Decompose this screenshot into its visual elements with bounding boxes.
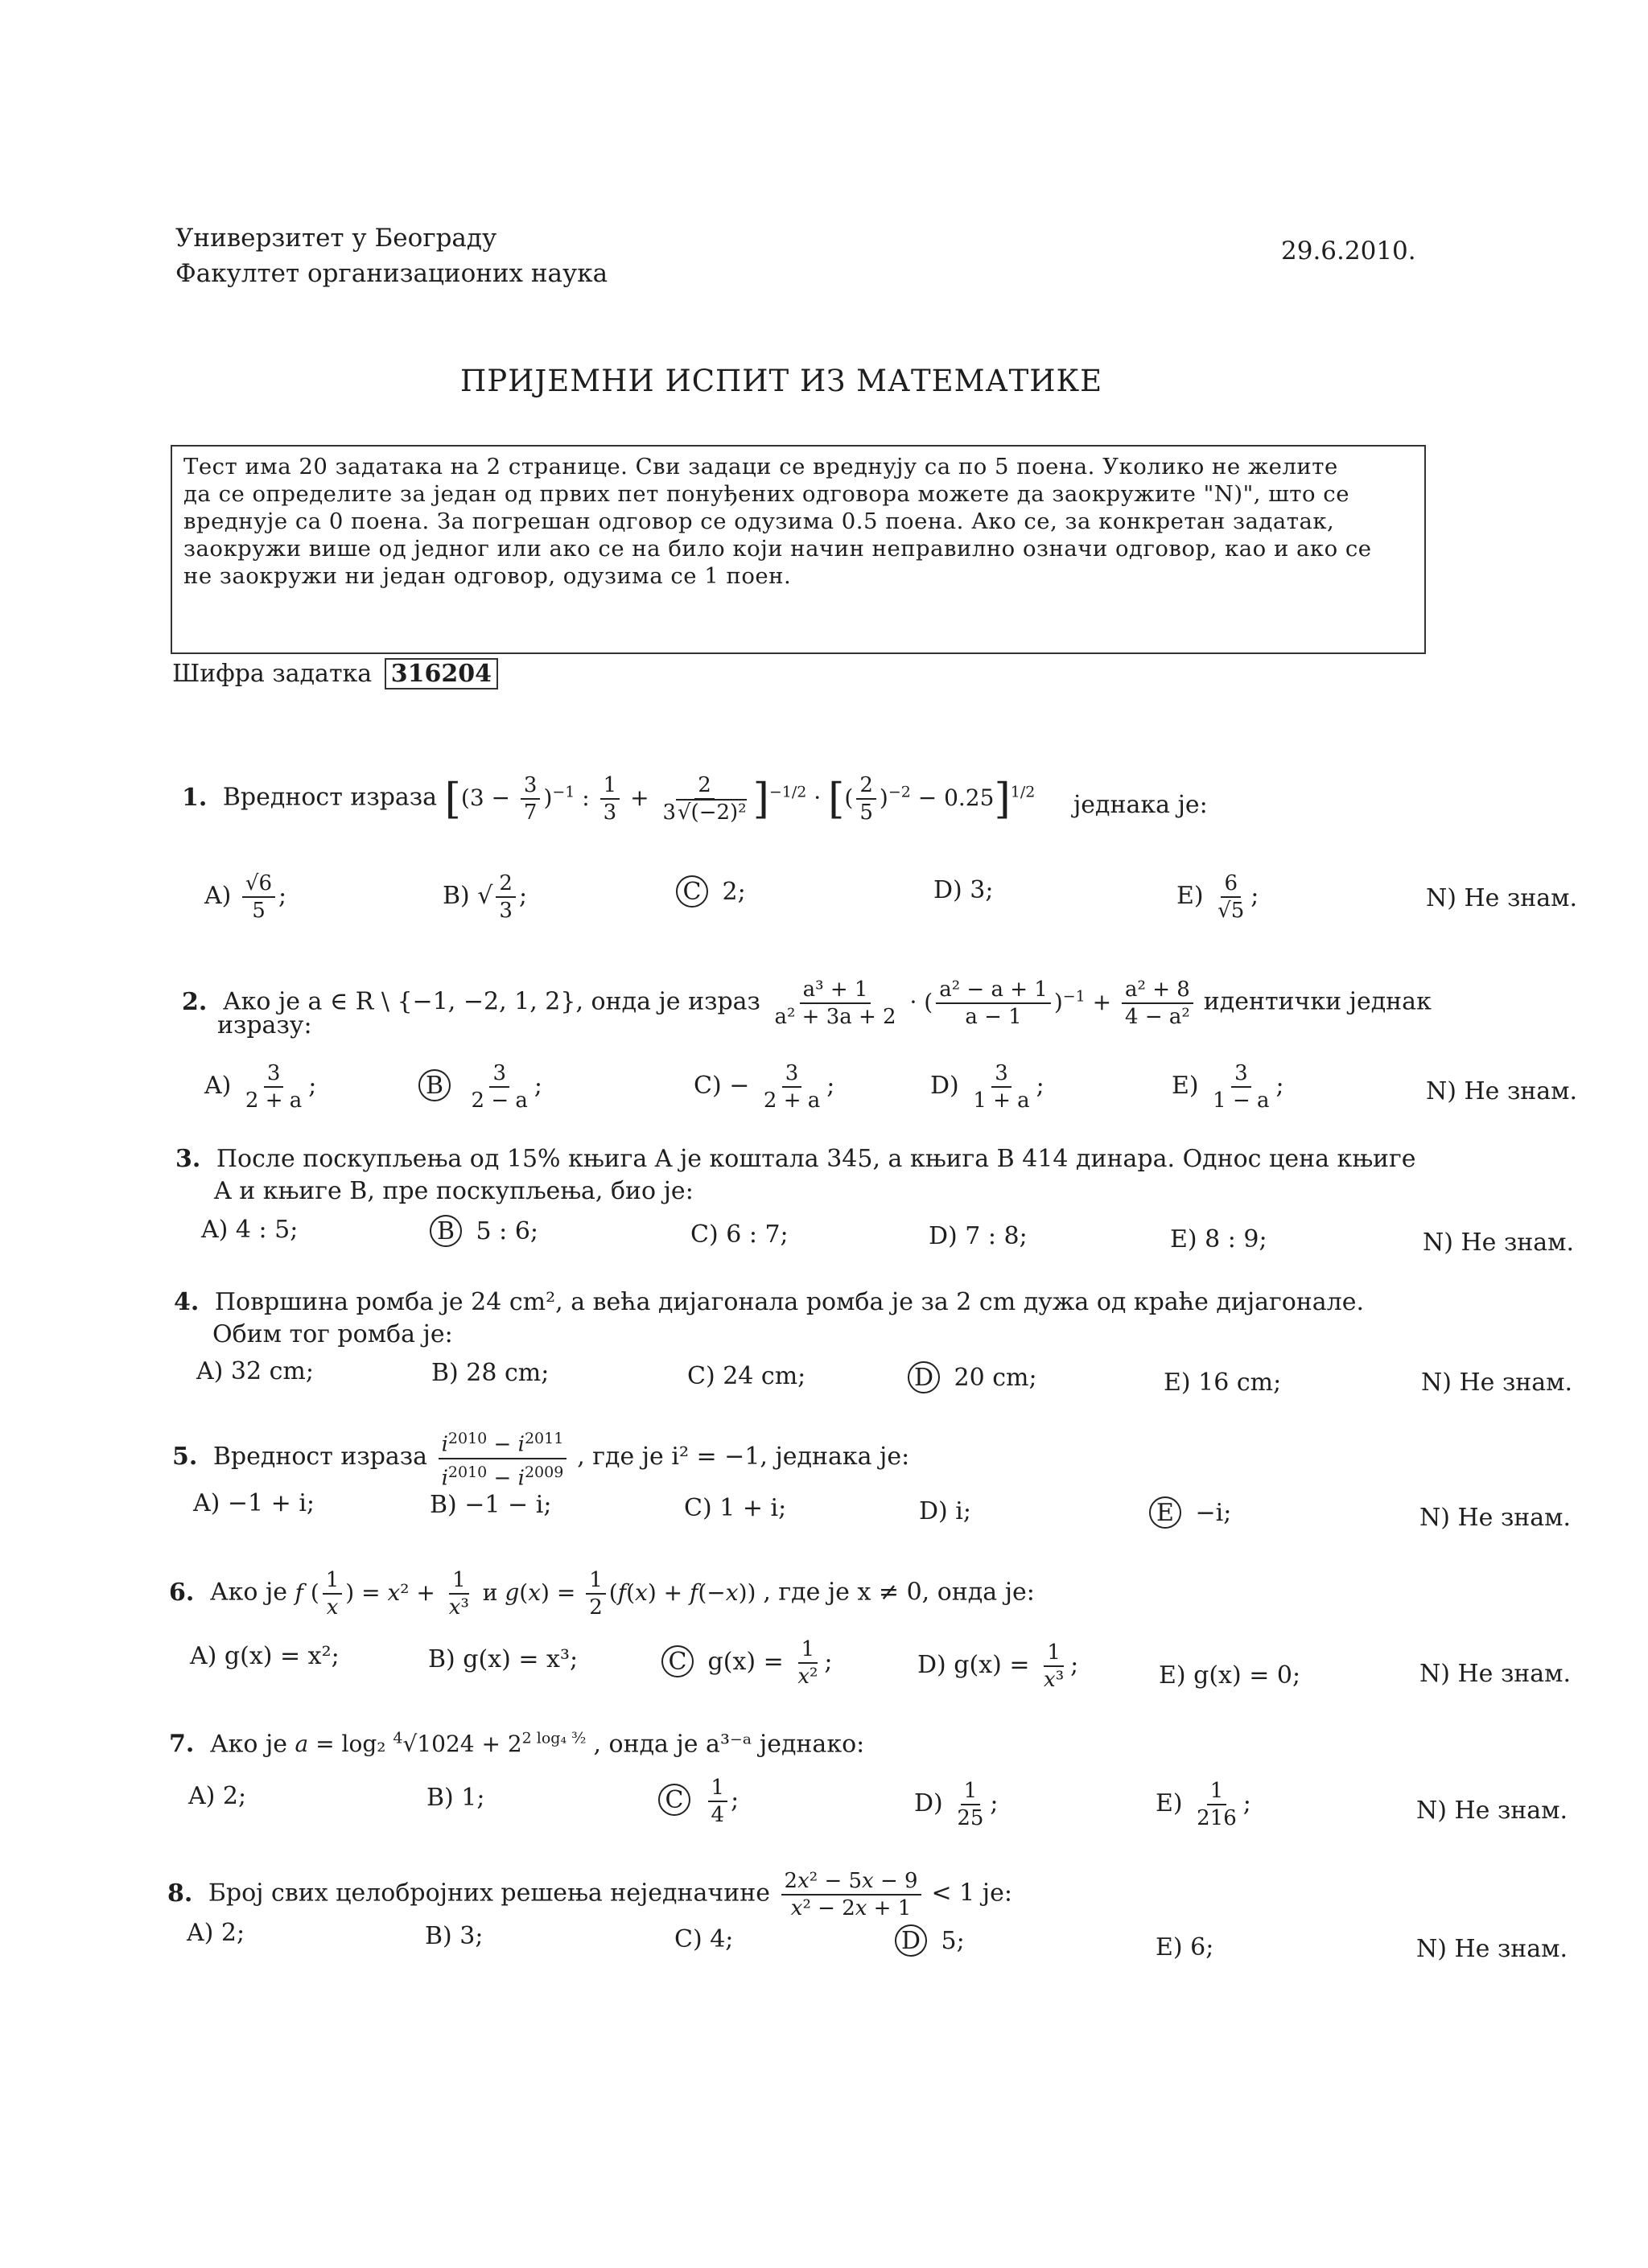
- answer-circle: C: [658, 1784, 690, 1816]
- question-text: идентички једнак: [1203, 987, 1432, 1016]
- option-e[interactable]: E) 16 cm;: [1164, 1369, 1282, 1397]
- question-text: A и књиге B, пре поскупљења, био је:: [214, 1177, 694, 1205]
- question-text: Ако је: [209, 1578, 287, 1607]
- option-e[interactable]: E) $\frac{6}{√5}$ ;: [1176, 871, 1259, 923]
- faculty-name: Факултет организационих наука: [175, 259, 608, 288]
- question-2: [182, 977, 1432, 1030]
- instructions-box: [171, 445, 1426, 654]
- option-n[interactable]: N) Не знам.: [1419, 1660, 1572, 1688]
- question-8: [167, 1868, 1012, 1921]
- question-number: 6.: [169, 1578, 195, 1607]
- answer-circle: D: [908, 1361, 940, 1393]
- question-number: 2.: [182, 987, 208, 1016]
- option-a[interactable]: A) 2;: [187, 1919, 245, 1947]
- option-d[interactable]: D) $\frac{1}{25}$ ;: [914, 1779, 999, 1830]
- question-text: Вредност израза: [222, 783, 438, 812]
- answer-circle: C: [661, 1645, 694, 1677]
- option-a[interactable]: A) 2;: [188, 1782, 247, 1810]
- option-n[interactable]: N) Не знам.: [1416, 1935, 1568, 1963]
- page-title: ПРИЈЕМНИ ИСПИТ ИЗ МАТЕМАТИКЕ: [460, 364, 1103, 398]
- question-number: 3.: [175, 1145, 201, 1173]
- option-c[interactable]: C) 24 cm;: [687, 1362, 806, 1390]
- question-4: [174, 1287, 1364, 1318]
- question-number: 5.: [172, 1443, 198, 1472]
- option-e[interactable]: E) $\frac{3}{1 - a}$ ;: [1172, 1061, 1284, 1113]
- question-text: изразу:: [217, 1011, 312, 1039]
- option-b[interactable]: B 5 : 6;: [430, 1215, 538, 1247]
- option-n[interactable]: N) Не знам.: [1426, 884, 1578, 912]
- option-a[interactable]: A) 32 cm;: [196, 1357, 314, 1385]
- option-d[interactable]: D) 3;: [933, 876, 994, 904]
- option-n[interactable]: N) Не знам.: [1416, 1797, 1568, 1825]
- option-e[interactable]: E) 6;: [1156, 1933, 1214, 1961]
- university-name: Универзитет у Београду: [175, 224, 497, 253]
- instructions-line: Тест има 20 задатака на 2 странице. Сви задаци се вреднују са по 5 поена. Уколико не желите: [183, 454, 1338, 480]
- instructions-line: заокружи више од једног или ако се на било који начин неправилно означи одговор, као и ако се: [183, 536, 1372, 562]
- option-c[interactable]: C g(x) = $\frac{1}{\text{x²}}$ ;: [661, 1636, 833, 1690]
- option-n[interactable]: N) Не знам.: [1421, 1369, 1573, 1397]
- question-text: једнака је:: [1073, 791, 1208, 819]
- option-e[interactable]: E) 8 : 9;: [1170, 1225, 1267, 1253]
- question-text: Вредност израза: [212, 1443, 428, 1472]
- instructions-line: да се определите за један од првих пет понуђених одговора можете да заокружите "N)", што се: [183, 481, 1349, 507]
- option-b[interactable]: B $\frac{3}{2 - a}$ ;: [418, 1060, 542, 1113]
- option-d[interactable]: D) g(x) = $\frac{1}{\text{x³}}$ ;: [917, 1640, 1079, 1692]
- instructions-line: не заокружи ни један одговор, одузима се 1 поен.: [183, 563, 792, 589]
- option-n[interactable]: N) Не знам.: [1419, 1504, 1572, 1532]
- option-b[interactable]: B) 1;: [426, 1784, 485, 1812]
- option-d[interactable]: D) i;: [919, 1497, 971, 1525]
- task-code: [172, 658, 498, 689]
- option-b[interactable]: B) 3;: [425, 1922, 484, 1950]
- question-5: [172, 1426, 909, 1491]
- answer-circle: B: [430, 1215, 462, 1247]
- option-c[interactable]: C) − $\frac{3}{2 + a}$ ;: [694, 1061, 835, 1113]
- option-c[interactable]: C) 4;: [674, 1925, 734, 1953]
- answer-circle: D: [895, 1924, 927, 1957]
- question-text: < 1 је:: [931, 1879, 1012, 1908]
- option-d[interactable]: D) 7 : 8;: [929, 1222, 1028, 1250]
- question-formula: f ( $\frac{1}{x}$ ) = x² + $\frac{1}{\text{x³}}$ и g(x) = $\frac{1}{2}$ (f(x) + f(−x)): [295, 1568, 764, 1620]
- question-number: 1.: [182, 783, 208, 812]
- question-text: , где је x ≠ 0, онда је:: [763, 1578, 1035, 1607]
- option-b[interactable]: B) √ $\frac{2}{3}$ ;: [443, 871, 528, 923]
- question-1: [182, 772, 1035, 825]
- option-e[interactable]: E) g(x) = 0;: [1159, 1661, 1301, 1690]
- option-a[interactable]: A) 4 : 5;: [201, 1216, 299, 1244]
- task-code-label: Шифра задатка: [172, 660, 373, 688]
- question-formula: a = log₂ $^4√1024 + 2^{2 log_4 ^3⁄_2}$: [295, 1730, 587, 1758]
- question-text: , где је i² = −1, једнака је:: [577, 1443, 910, 1472]
- instructions-line: вреднује са 0 поена. За погрешан одговор се одузима 0.5 поена. Ако се, за конкретан задатак,: [183, 508, 1335, 534]
- option-a[interactable]: A) $\frac{3}{2 + a}$ ;: [204, 1061, 317, 1113]
- option-d[interactable]: D 5;: [895, 1924, 965, 1957]
- question-number: 8.: [167, 1879, 193, 1908]
- option-c[interactable]: C) 6 : 7;: [690, 1220, 789, 1249]
- option-e[interactable]: E −i;: [1149, 1496, 1231, 1529]
- question-text: Број свих целобројних решења неједначине: [208, 1879, 770, 1908]
- option-a[interactable]: A) g(x) = x²;: [190, 1642, 340, 1670]
- option-c[interactable]: C 2;: [676, 875, 746, 908]
- option-a[interactable]: A) −1 + i;: [193, 1489, 315, 1517]
- option-c[interactable]: C $\frac{1}{4}$ ;: [658, 1775, 739, 1828]
- question-text: Ако је a ∈ R \ {−1, −2, 1, 2}, онда је израз: [222, 987, 760, 1016]
- question-3: [175, 1144, 1416, 1175]
- option-n[interactable]: N) Не знам.: [1426, 1077, 1578, 1105]
- question-formula: $\frac{\text{2x² − 5x − 9}}{\text{x² − 2x + 1}}$: [778, 1880, 932, 1907]
- question-text: , онда је a³⁻ᵃ једнако:: [593, 1730, 865, 1759]
- task-code-value: 316204: [385, 658, 498, 689]
- question-text: После поскупљења од 15% књига A је коштала 345, а књига B 414 динара. Однос цена књиге: [216, 1145, 1416, 1173]
- question-text: Површина ромба је 24 cm², а већа дијагонала ромба је за 2 cm дужа од краће дијагонале.: [214, 1288, 1365, 1316]
- question-6: [169, 1567, 1035, 1620]
- question-text: Ако је: [209, 1730, 287, 1759]
- question-formula: $\frac{i^{2010} - i^{2011}}{i^{2010} - i^{2009}}$: [435, 1443, 578, 1470]
- option-b[interactable]: B) 28 cm;: [431, 1359, 550, 1387]
- question-number: 7.: [169, 1730, 195, 1759]
- answer-circle: B: [418, 1069, 451, 1101]
- option-n[interactable]: N) Не знам.: [1423, 1229, 1575, 1257]
- option-d[interactable]: D) $\frac{3}{1 + a}$ ;: [930, 1061, 1044, 1113]
- exam-date: 29.6.2010.: [1281, 237, 1416, 265]
- option-c[interactable]: C) 1 + i;: [684, 1494, 787, 1522]
- question-formula: $\frac{\text{a³ + 1}}{\text{a² + 3a + 2}}$ · ( $\frac{\text{a² − a + 1}}{a - 1}$ )$^{-1}$ + $\frac{\text{a² + 8}}{\text{4 − a²}}$: [768, 989, 1203, 1015]
- answer-circle: E: [1149, 1496, 1181, 1529]
- answer-circle: C: [676, 875, 708, 908]
- option-a[interactable]: A) $\frac{√6}{5}$ ;: [204, 871, 287, 923]
- question-text: Обим тог ромба је:: [212, 1320, 453, 1348]
- option-b[interactable]: B) g(x) = x³;: [428, 1645, 579, 1673]
- question-formula: [(3 − $\frac{3}{7}$ )$^{-1}$ : $\frac{1}{3}$ + $\frac{2}{\text{3√(−2)²}}$ ]$^{-1/2}$ · [( $\frac{2}{5}$ )$^{-2}$ − 0.25]$^{1/2}$: [444, 773, 1036, 825]
- option-b[interactable]: B) −1 − i;: [430, 1491, 552, 1519]
- option-e[interactable]: E) $\frac{1}{216}$ ;: [1156, 1779, 1251, 1830]
- question-number: 4.: [174, 1288, 200, 1316]
- question-7: [169, 1723, 864, 1760]
- option-d[interactable]: D 20 cm;: [908, 1361, 1037, 1393]
